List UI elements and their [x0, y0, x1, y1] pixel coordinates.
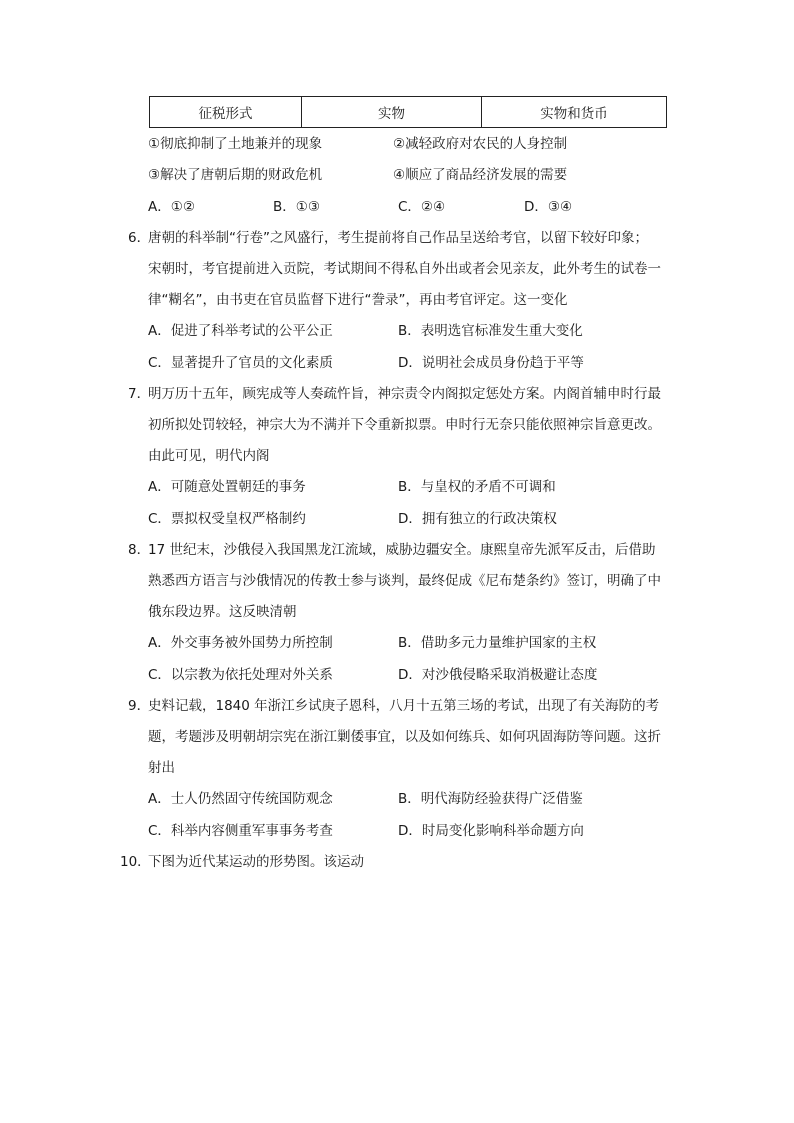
question-text: 明万历十五年，顾宪成等人奏疏忤旨，神宗责令内阁拟定惩处方案。内阁首辅申时行最	[148, 386, 661, 402]
question-text: 史料记载，1840 年浙江乡试庚子恩科，八月十五第三场的考试，出现了有关海防的考	[148, 698, 660, 714]
q5-option-b: B．①③	[273, 199, 320, 215]
question-text: 律“糊名”，由书吏在官员监督下进行“誊录”，再由考官评定。这一变化	[148, 292, 568, 308]
q9-option-b: B．明代海防经验获得广泛借鉴	[398, 791, 583, 807]
q8-option-b: B．借助多元力量维护国家的主权	[398, 635, 597, 651]
table-cell: 实物	[302, 97, 482, 128]
question-number: 9．	[128, 698, 151, 714]
q5-option-d: D．③④	[524, 199, 573, 215]
q8-option-a: A．外交事务被外国势力所控制	[148, 635, 333, 651]
table-row	[150, 97, 667, 128]
question-text: 题，考题涉及明朝胡宗宪在浙江剿倭事宜，以及如何练兵、如何巩固海防等问题。这折	[148, 729, 661, 745]
q9-option-d: D．时局变化影响科举命题方向	[398, 823, 584, 839]
question-number: 8．	[128, 542, 151, 558]
q5-option-a: A．①②	[148, 199, 195, 215]
question-number: 10．	[120, 854, 151, 870]
q6-option-d: D．说明社会成员身份趋于平等	[398, 355, 584, 371]
question-number: 7．	[128, 386, 151, 402]
q9-option-a: A．士人仍然固守传统国防观念	[148, 791, 333, 807]
q7-option-c: C．票拟权受皇权严格制约	[148, 511, 306, 527]
q6-option-c: C．显著提升了官员的文化素质	[148, 355, 333, 371]
question-text: 下图为近代某运动的形势图。该运动	[148, 854, 364, 870]
q6-option-b: B．表明选官标准发生重大变化	[398, 323, 583, 339]
statement-2: ②减轻政府对农民的人身控制	[393, 136, 568, 152]
q6-option-a: A．促进了科举考试的公平公正	[148, 323, 333, 339]
question-text: 17 世纪末，沙俄侵入我国黑龙江流域，威胁边疆安全。康熙皇帝先派军反击，后借助	[148, 542, 656, 558]
q7-option-a: A．可随意处置朝廷的事务	[148, 479, 306, 495]
q7-option-d: D．拥有独立的行政决策权	[398, 511, 557, 527]
question-text: 宋朝时，考官提前进入贡院，考试期间不得私自外出或者会见亲友，此外考生的试卷一	[148, 261, 661, 277]
question-text: 射出	[148, 760, 175, 776]
table-cell: 征税形式	[150, 97, 302, 128]
statement-4: ④顺应了商品经济发展的需要	[393, 167, 568, 183]
statement-1: ①彻底抑制了土地兼并的现象	[148, 136, 323, 152]
question-text: 唐朝的科举制“行卷”之风盛行，考生提前将自己作品呈送给考官，以留下较好印象；	[148, 230, 648, 246]
question-text: 初所拟处罚较轻，神宗大为不满并下令重新拟票。申时行无奈只能依照神宗旨意更改。	[148, 417, 661, 433]
table-cell: 实物和货币	[482, 97, 667, 128]
question-text: 俄东段边界。这反映清朝	[148, 604, 297, 620]
q7-option-b: B．与皇权的矛盾不可调和	[398, 479, 556, 495]
statement-3: ③解决了唐朝后期的财政危机	[148, 167, 323, 183]
q5-option-c: C．②④	[398, 199, 446, 215]
q9-option-c: C．科举内容侧重军事事务考查	[148, 823, 333, 839]
question-text: 熟悉西方语言与沙俄情况的传教士参与谈判，最终促成《尼布楚条约》签订，明确了中	[148, 573, 661, 589]
question-text: 由此可见，明代内阁	[148, 448, 270, 464]
question-number: 6．	[128, 230, 151, 246]
tax-form-table	[149, 96, 667, 128]
q8-option-d: D．对沙俄侵略采取消极避让态度	[398, 667, 598, 683]
q8-option-c: C．以宗教为依托处理对外关系	[148, 667, 333, 683]
